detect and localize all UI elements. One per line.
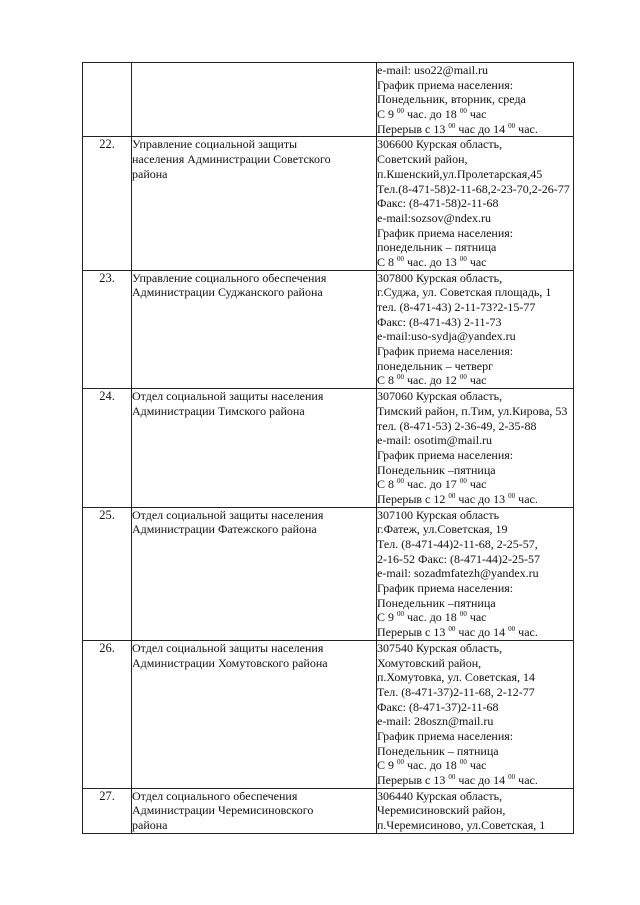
contact-line: п.Черемисиново, ул.Советская, 1 xyxy=(377,818,546,833)
agency-name-cell xyxy=(132,137,377,270)
schedule-from: Перерыв с 13 xyxy=(377,121,446,136)
agency-name-line: Управление социального обеспечения xyxy=(132,270,327,285)
contact-line: Понедельник –пятница xyxy=(377,462,496,477)
row-number: 24. xyxy=(83,389,132,508)
contact-line: Черемисиновский район, xyxy=(377,803,506,818)
agency-name-line: Администрации Хомутовского района xyxy=(132,655,328,670)
contact-line: e-mail: osotim@mail.ru xyxy=(377,433,493,448)
schedule-to: час. до 13 xyxy=(407,254,457,269)
contact-line: e-mail: uso22@mail.ru xyxy=(377,63,489,77)
contact-line: понедельник – четверг xyxy=(377,358,494,373)
agency-name-line: Администрации Фатежского района xyxy=(132,522,317,537)
contact-line: 307800 Курская область, xyxy=(377,270,503,285)
contact-info-cell xyxy=(377,270,574,389)
contact-line: 307100 Курская область xyxy=(377,507,500,522)
schedule-line xyxy=(377,255,573,270)
schedule-unit: час. xyxy=(518,773,538,787)
minutes-superscript: 00 xyxy=(459,477,467,486)
contact-line: п.Кшенский,ул.Пролетарская,45 xyxy=(377,166,543,181)
contact-info-cell xyxy=(377,137,574,270)
schedule-line xyxy=(377,373,573,388)
contact-line: Тимский район, п.Тим, ул.Кирова, 53 xyxy=(377,403,568,418)
minutes-superscript: 00 xyxy=(508,491,516,500)
row-number: 26. xyxy=(83,640,132,788)
schedule-from: С 9 xyxy=(377,610,395,625)
minutes-superscript: 00 xyxy=(397,758,405,767)
schedule-line xyxy=(377,492,573,507)
contact-info-cell xyxy=(377,389,574,508)
contact-line: e-mail: 28oszn@mail.ru xyxy=(377,714,494,729)
agency-name-line: района xyxy=(132,166,168,181)
schedule-line xyxy=(377,477,573,492)
agency-name-line: Администрации Тимского района xyxy=(132,403,305,418)
schedule-unit: час xyxy=(469,477,487,492)
schedule-from: Перерыв с 12 xyxy=(377,491,446,506)
schedule-to: час. до 17 xyxy=(407,477,457,492)
table-row xyxy=(83,63,574,137)
schedule-to: час до 14 xyxy=(458,121,506,136)
contact-line: Тел. (8-471-37)2-11-68, 2-12-77 xyxy=(377,684,535,699)
contact-line: понедельник – пятница xyxy=(377,240,497,255)
schedule-to: час. до 12 xyxy=(407,373,457,388)
contact-line: 307060 Курская область, xyxy=(377,389,503,404)
minutes-superscript: 00 xyxy=(448,121,456,130)
agency-name-cell xyxy=(132,507,377,640)
contact-line: 306440 Курская область, xyxy=(377,788,503,803)
minutes-superscript: 00 xyxy=(508,625,516,634)
minutes-superscript: 00 xyxy=(459,610,467,619)
schedule-unit: час. xyxy=(518,625,538,640)
contact-line: График приема населения: xyxy=(377,225,514,240)
agency-name-line: Управление социальной защиты xyxy=(132,137,298,152)
agency-name-line: района xyxy=(132,818,168,833)
schedule-line xyxy=(377,773,573,788)
agency-name-cell xyxy=(132,640,377,788)
schedule-from: Перерыв с 13 xyxy=(377,773,446,787)
minutes-superscript: 00 xyxy=(397,373,405,382)
agency-name-line: Администрации Черемисиновского xyxy=(132,803,314,818)
contact-line: 307540 Курская область, xyxy=(377,640,503,655)
agency-name-cell xyxy=(132,389,377,508)
minutes-superscript: 00 xyxy=(448,625,456,634)
minutes-superscript: 00 xyxy=(448,773,456,781)
agency-name-line: Отдел социальной защиты населения xyxy=(132,389,324,404)
contact-line: г.Суджа, ул. Советская площадь, 1 xyxy=(377,285,552,300)
agencies-table xyxy=(82,62,574,834)
row-number: 25. xyxy=(83,507,132,640)
schedule-to: час до 14 xyxy=(458,773,506,787)
table-row xyxy=(83,507,574,640)
contact-info-cell xyxy=(377,640,574,788)
schedule-line xyxy=(377,107,573,122)
row-number: 22. xyxy=(83,137,132,270)
row-number: 27. xyxy=(83,788,132,833)
table-row xyxy=(83,389,574,508)
contact-info-cell xyxy=(377,63,574,137)
agency-name-line: Администрации Суджанского района xyxy=(132,285,323,300)
minutes-superscript: 00 xyxy=(459,107,467,116)
agency-name-line: Отдел социального обеспечения xyxy=(132,788,298,803)
schedule-from: Перерыв с 13 xyxy=(377,625,446,640)
contact-line: Тел. (8-471-44)2-11-68, 2-25-57, xyxy=(377,537,538,551)
agency-name-line: Отдел социальной защиты населения xyxy=(132,640,324,655)
contact-line: График приема населения: xyxy=(377,581,514,596)
schedule-unit: час. xyxy=(518,121,538,136)
contact-line: e-mail:sozsov@ndex.ru xyxy=(377,210,492,225)
contact-line: График приема населения: xyxy=(377,728,514,743)
schedule-to: час. до 18 xyxy=(407,610,457,625)
minutes-superscript: 00 xyxy=(448,491,456,500)
schedule-unit: час. xyxy=(518,491,538,506)
minutes-superscript: 00 xyxy=(508,121,516,130)
agency-name-cell xyxy=(132,270,377,389)
minutes-superscript: 00 xyxy=(397,254,405,263)
contact-line: Тел.(8-471-58)2-11-68,2-23-70,2-26-77 xyxy=(377,181,570,196)
schedule-from: С 8 xyxy=(377,477,395,492)
table-row xyxy=(83,270,574,389)
contact-line: 306600 Курская область, xyxy=(377,137,503,152)
minutes-superscript: 00 xyxy=(459,758,467,767)
minutes-superscript: 00 xyxy=(459,373,467,382)
contact-line: п.Хомутовка, ул. Советская, 14 xyxy=(377,670,536,685)
minutes-superscript: 00 xyxy=(397,107,405,116)
contact-line: Понедельник, вторник, среда xyxy=(377,92,526,107)
schedule-line xyxy=(377,625,573,640)
schedule-to: час. до 18 xyxy=(407,107,457,122)
schedule-from: С 9 xyxy=(377,107,395,122)
contact-line: тел. (8-471-43) 2-11-73?2-15-77 xyxy=(377,300,536,314)
schedule-unit: час xyxy=(469,107,487,122)
agencies-table-body xyxy=(83,63,574,834)
schedule-line xyxy=(377,758,573,773)
agency-name-cell xyxy=(132,788,377,833)
contact-line: График приема населения: xyxy=(377,447,514,462)
contact-line: Факс: (8-471-58)2-11-68 xyxy=(377,196,499,211)
agency-name-line: населения Администрации Советского xyxy=(132,152,331,167)
schedule-to: час до 13 xyxy=(458,491,506,506)
contact-line: e-mail: sozadmfatezh@yandex.ru xyxy=(377,566,539,581)
schedule-to: час. до 18 xyxy=(407,758,457,773)
agency-name-cell xyxy=(132,63,377,137)
contact-line: тел. (8-471-53) 2-36-49, 2-35-88 xyxy=(377,418,537,433)
schedule-from: С 9 xyxy=(377,758,395,773)
agency-name-line: Отдел социальной защиты населения xyxy=(132,507,324,522)
schedule-unit: час xyxy=(469,254,487,269)
row-number: 23. xyxy=(83,270,132,389)
contact-line: График приема населения: xyxy=(377,344,514,359)
contact-line: г.Фатеж, ул.Советская, 19 xyxy=(377,522,508,537)
contact-line: График приема населения: xyxy=(377,77,514,92)
contact-line: Понедельник – пятница xyxy=(377,743,499,758)
contact-info-cell xyxy=(377,788,574,833)
minutes-superscript: 00 xyxy=(397,610,405,619)
schedule-unit: час xyxy=(469,758,487,773)
schedule-line xyxy=(377,610,573,625)
schedule-unit: час xyxy=(469,373,487,388)
contact-line: 2-16-52 Факс: (8-471-44)2-25-57 xyxy=(377,551,540,566)
table-row xyxy=(83,137,574,270)
row-number xyxy=(83,63,132,137)
contact-info-cell xyxy=(377,507,574,640)
contact-line: Советский район, xyxy=(377,152,468,167)
minutes-superscript: 00 xyxy=(397,477,405,486)
minutes-superscript: 00 xyxy=(459,254,467,263)
contact-line: Понедельник –пятница xyxy=(377,595,496,610)
schedule-from: С 8 xyxy=(377,373,395,388)
contact-line: e-mail:uso-sydja@yandex.ru xyxy=(377,329,516,344)
contact-line: Факс: (8-471-43) 2-11-73 xyxy=(377,314,502,329)
contact-line: Хомутовский район, xyxy=(377,655,482,670)
schedule-from: С 8 xyxy=(377,254,395,269)
schedule-line xyxy=(377,122,573,137)
minutes-superscript: 00 xyxy=(508,773,516,781)
schedule-unit: час xyxy=(469,610,487,625)
table-row xyxy=(83,788,574,833)
schedule-to: час до 14 xyxy=(458,625,506,640)
table-row xyxy=(83,640,574,788)
contact-line: Факс: (8-471-37)2-11-68 xyxy=(377,699,499,714)
